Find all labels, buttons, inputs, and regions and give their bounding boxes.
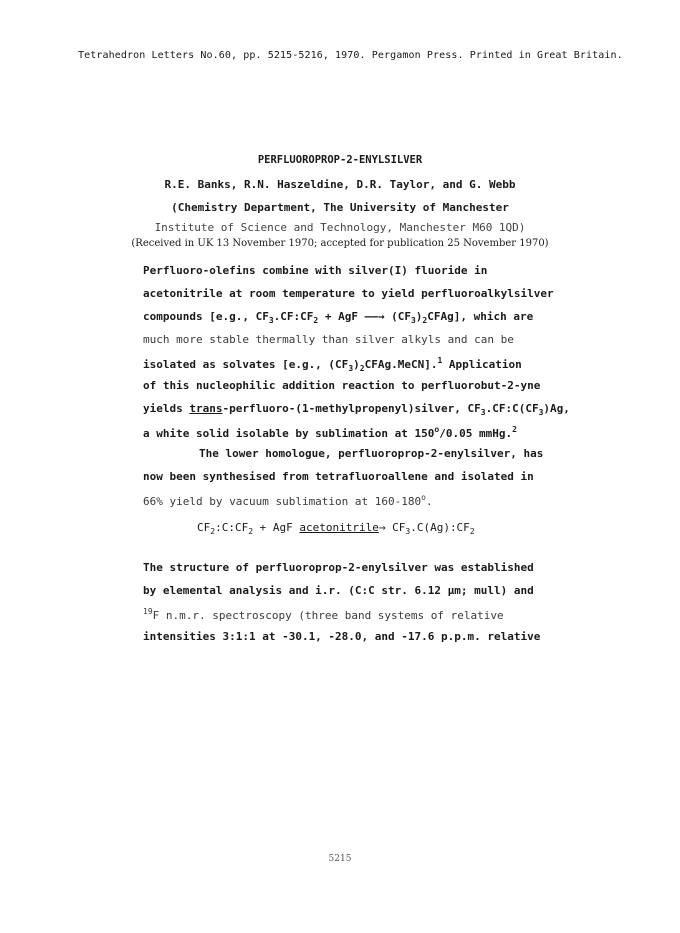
para1-line-2: acetonitrile at room temperature to yield perfluoroalkylsilver: [143, 287, 554, 300]
arrow-label: acetonitrile: [299, 521, 379, 534]
para3-line-4: intensities 3:1:1 at -30.1, -28.0, and -17.6 p.p.m. relative: [143, 630, 541, 643]
para1-line-5: isolated as solvates [e.g., $(CF_3)_2CFAg.MeCN].^1$ Application: [143, 356, 522, 373]
para1-line-1: Perfluoro-olefins combine with silver(I) fluoride in: [143, 264, 488, 277]
para3-line-2: by elemental analysis and i.r. (C:C str. 6.12 μm; mull) and: [143, 584, 534, 597]
page-number: 5215: [328, 854, 352, 864]
para2-line-3: 66% yield by vacuum sublimation at 160-180$^o$.: [143, 493, 433, 508]
article-title: PERFLUOROPROP-2-ENYLSILVER: [257, 154, 423, 166]
para1-line-4: much more stable thermally than silver alkyls and can be: [143, 333, 514, 346]
author-list: R.E. Banks, R.N. Haszeldine, D.R. Taylor, and G. Webb: [164, 178, 516, 191]
para1-line-3: compounds [e.g., $CF_3.CF:CF_2$ + AgF ——→ $(CF_3)_2CFAg$], which are: [143, 310, 534, 325]
reaction-arrow: →: [378, 521, 386, 534]
para1-line-8: a white solid isolable by sublimation at 150$^o$/0.05 mmHg.$^2$: [143, 425, 517, 440]
para1-line-7: yields trans-perfluoro-(1-methylpropenyl)silver, $CF_3.CF:C(CF_3)Ag$,: [143, 402, 570, 417]
para2-line-1: The lower homologue, perfluoroprop-2-enylsilver, has: [199, 447, 544, 460]
reaction-equation: $CF_2:C:CF_2$ + AgF acetonitrile→ $CF_3.C(Ag):CF_2$: [197, 521, 475, 536]
received-dates: (Received in UK 13 November 1970; accepted for publication 25 November 1970): [131, 238, 549, 249]
affiliation-line-2: Institute of Science and Technology, Manchester M60 1QD): [154, 221, 526, 234]
affiliation-line-1: (Chemistry Department, The University of Manchester: [171, 201, 509, 214]
para1-line-6: of this nucleophilic addition reaction to perfluorobut-2-yne: [143, 379, 541, 392]
para3-line-3: $^{19}$F n.m.r. spectroscopy (three band systems of relative: [143, 607, 504, 622]
journal-header: Tetrahedron Letters No.60, pp. 5215-5216, 1970. Pergamon Press. Printed in Great Britain.: [78, 50, 623, 61]
para3-line-1: The structure of perfluoroprop-2-enylsilver was established: [143, 561, 534, 574]
para2-line-2: now been synthesised from tetrafluoroallene and isolated in: [143, 470, 534, 483]
